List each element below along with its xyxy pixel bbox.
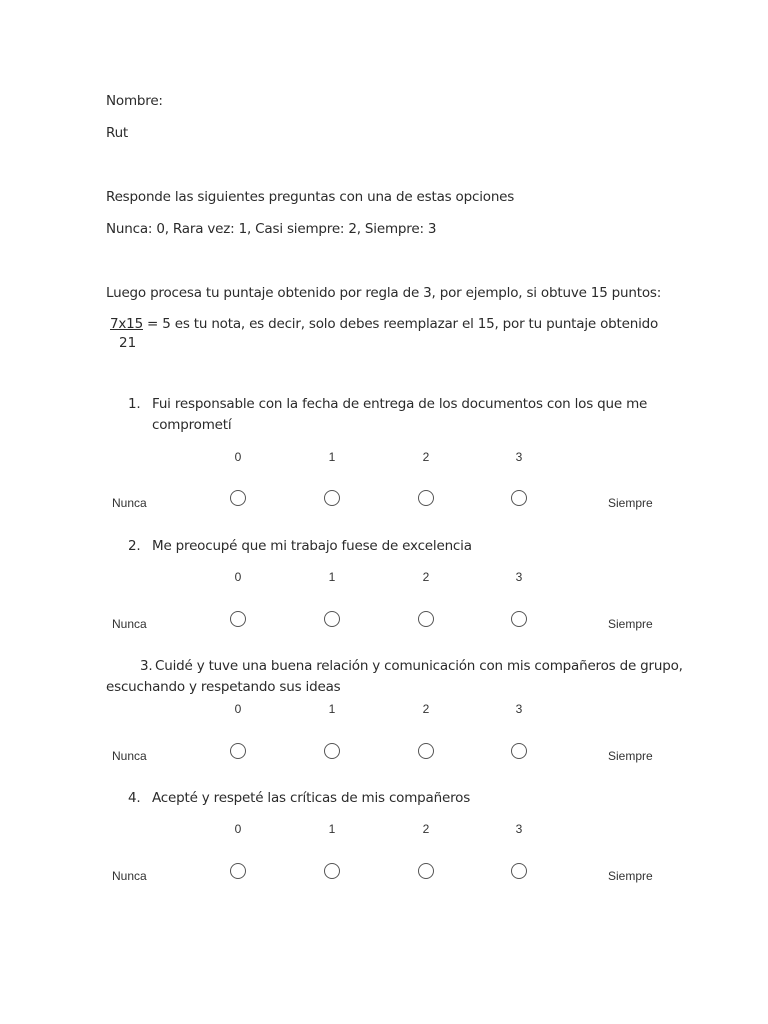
scale-option-0-label: 0 — [234, 822, 242, 836]
scale-option-0-label: 0 — [234, 450, 242, 464]
fraction-rest: = 5 es tu nota, es decir, solo debes reemplazar el 15, por tu puntaje obtenido — [142, 316, 659, 332]
question-4-number: 4. — [128, 790, 141, 806]
instructions-line-3: Luego procesa tu puntaje obtenido por regla de 3, por ejemplo, si obtuve 15 puntos: — [106, 285, 662, 301]
question-4-text: Acepté y respeté las críticas de mis compañeros — [152, 790, 471, 806]
scale-high-label: Siempre — [608, 869, 653, 883]
scale-low-label: Nunca — [112, 869, 147, 883]
radio-option-1[interactable] — [324, 863, 340, 879]
scale-option-3-label: 3 — [515, 450, 523, 464]
radio-option-2[interactable] — [418, 490, 434, 506]
question-2-number: 2. — [128, 538, 141, 554]
radio-option-3[interactable] — [511, 490, 527, 506]
scale-option-1-label: 1 — [328, 450, 336, 464]
scale-low-label: Nunca — [112, 749, 147, 763]
fraction-numerator: 7x15 — [110, 316, 143, 332]
scale-option-3-label: 3 — [515, 570, 523, 584]
radio-option-2[interactable] — [418, 611, 434, 627]
scale-low-label: Nunca — [112, 496, 147, 510]
scale-option-2-label: 2 — [422, 702, 430, 716]
scale-high-label: Siempre — [608, 749, 653, 763]
scale-option-0-label: 0 — [234, 570, 242, 584]
scale-option-1-label: 1 — [328, 570, 336, 584]
instructions-line-2: Nunca: 0, Rara vez: 1, Casi siempre: 2, Siempre: 3 — [106, 221, 437, 237]
question-2-scale — [0, 570, 768, 640]
radio-option-3[interactable] — [511, 743, 527, 759]
question-1-scale — [0, 450, 768, 520]
fraction-denominator: 21 — [119, 335, 137, 351]
question-2-text: Me preocupé que mi trabajo fuese de excelencia — [152, 538, 472, 554]
scale-option-3-label: 3 — [515, 702, 523, 716]
question-3-scale — [0, 702, 768, 772]
radio-option-0[interactable] — [230, 743, 246, 759]
radio-option-1[interactable] — [324, 490, 340, 506]
instructions-line-1: Responde las siguientes preguntas con una de estas opciones — [106, 189, 515, 205]
radio-option-0[interactable] — [230, 863, 246, 879]
scale-option-2-label: 2 — [422, 450, 430, 464]
radio-option-2[interactable] — [418, 863, 434, 879]
scale-option-1-label: 1 — [328, 822, 336, 836]
radio-option-1[interactable] — [324, 743, 340, 759]
radio-option-2[interactable] — [418, 743, 434, 759]
question-3-text-cont: escuchando y respetando sus ideas — [106, 679, 341, 695]
scale-option-2-label: 2 — [422, 570, 430, 584]
question-3-text: Cuidé y tuve una buena relación y comunicación con mis compañeros de grupo, — [155, 658, 683, 674]
radio-option-3[interactable] — [511, 863, 527, 879]
radio-option-0[interactable] — [230, 611, 246, 627]
scale-high-label: Siempre — [608, 496, 653, 510]
question-1-number: 1. — [128, 396, 141, 412]
scale-high-label: Siempre — [608, 617, 653, 631]
scale-option-0-label: 0 — [234, 702, 242, 716]
scale-option-3-label: 3 — [515, 822, 523, 836]
scale-low-label: Nunca — [112, 617, 147, 631]
question-4-scale — [0, 822, 768, 892]
radio-option-1[interactable] — [324, 611, 340, 627]
radio-option-3[interactable] — [511, 611, 527, 627]
question-1-text: Fui responsable con la fecha de entrega de los documentos con los que me — [152, 396, 648, 412]
scale-option-2-label: 2 — [422, 822, 430, 836]
fraction-line — [106, 314, 658, 335]
question-1-text-cont: comprometí — [152, 417, 232, 433]
name-value: Rut — [106, 125, 129, 141]
name-label: Nombre: — [106, 93, 163, 109]
question-3-number: 3. — [140, 658, 153, 674]
radio-option-0[interactable] — [230, 490, 246, 506]
scale-option-1-label: 1 — [328, 702, 336, 716]
